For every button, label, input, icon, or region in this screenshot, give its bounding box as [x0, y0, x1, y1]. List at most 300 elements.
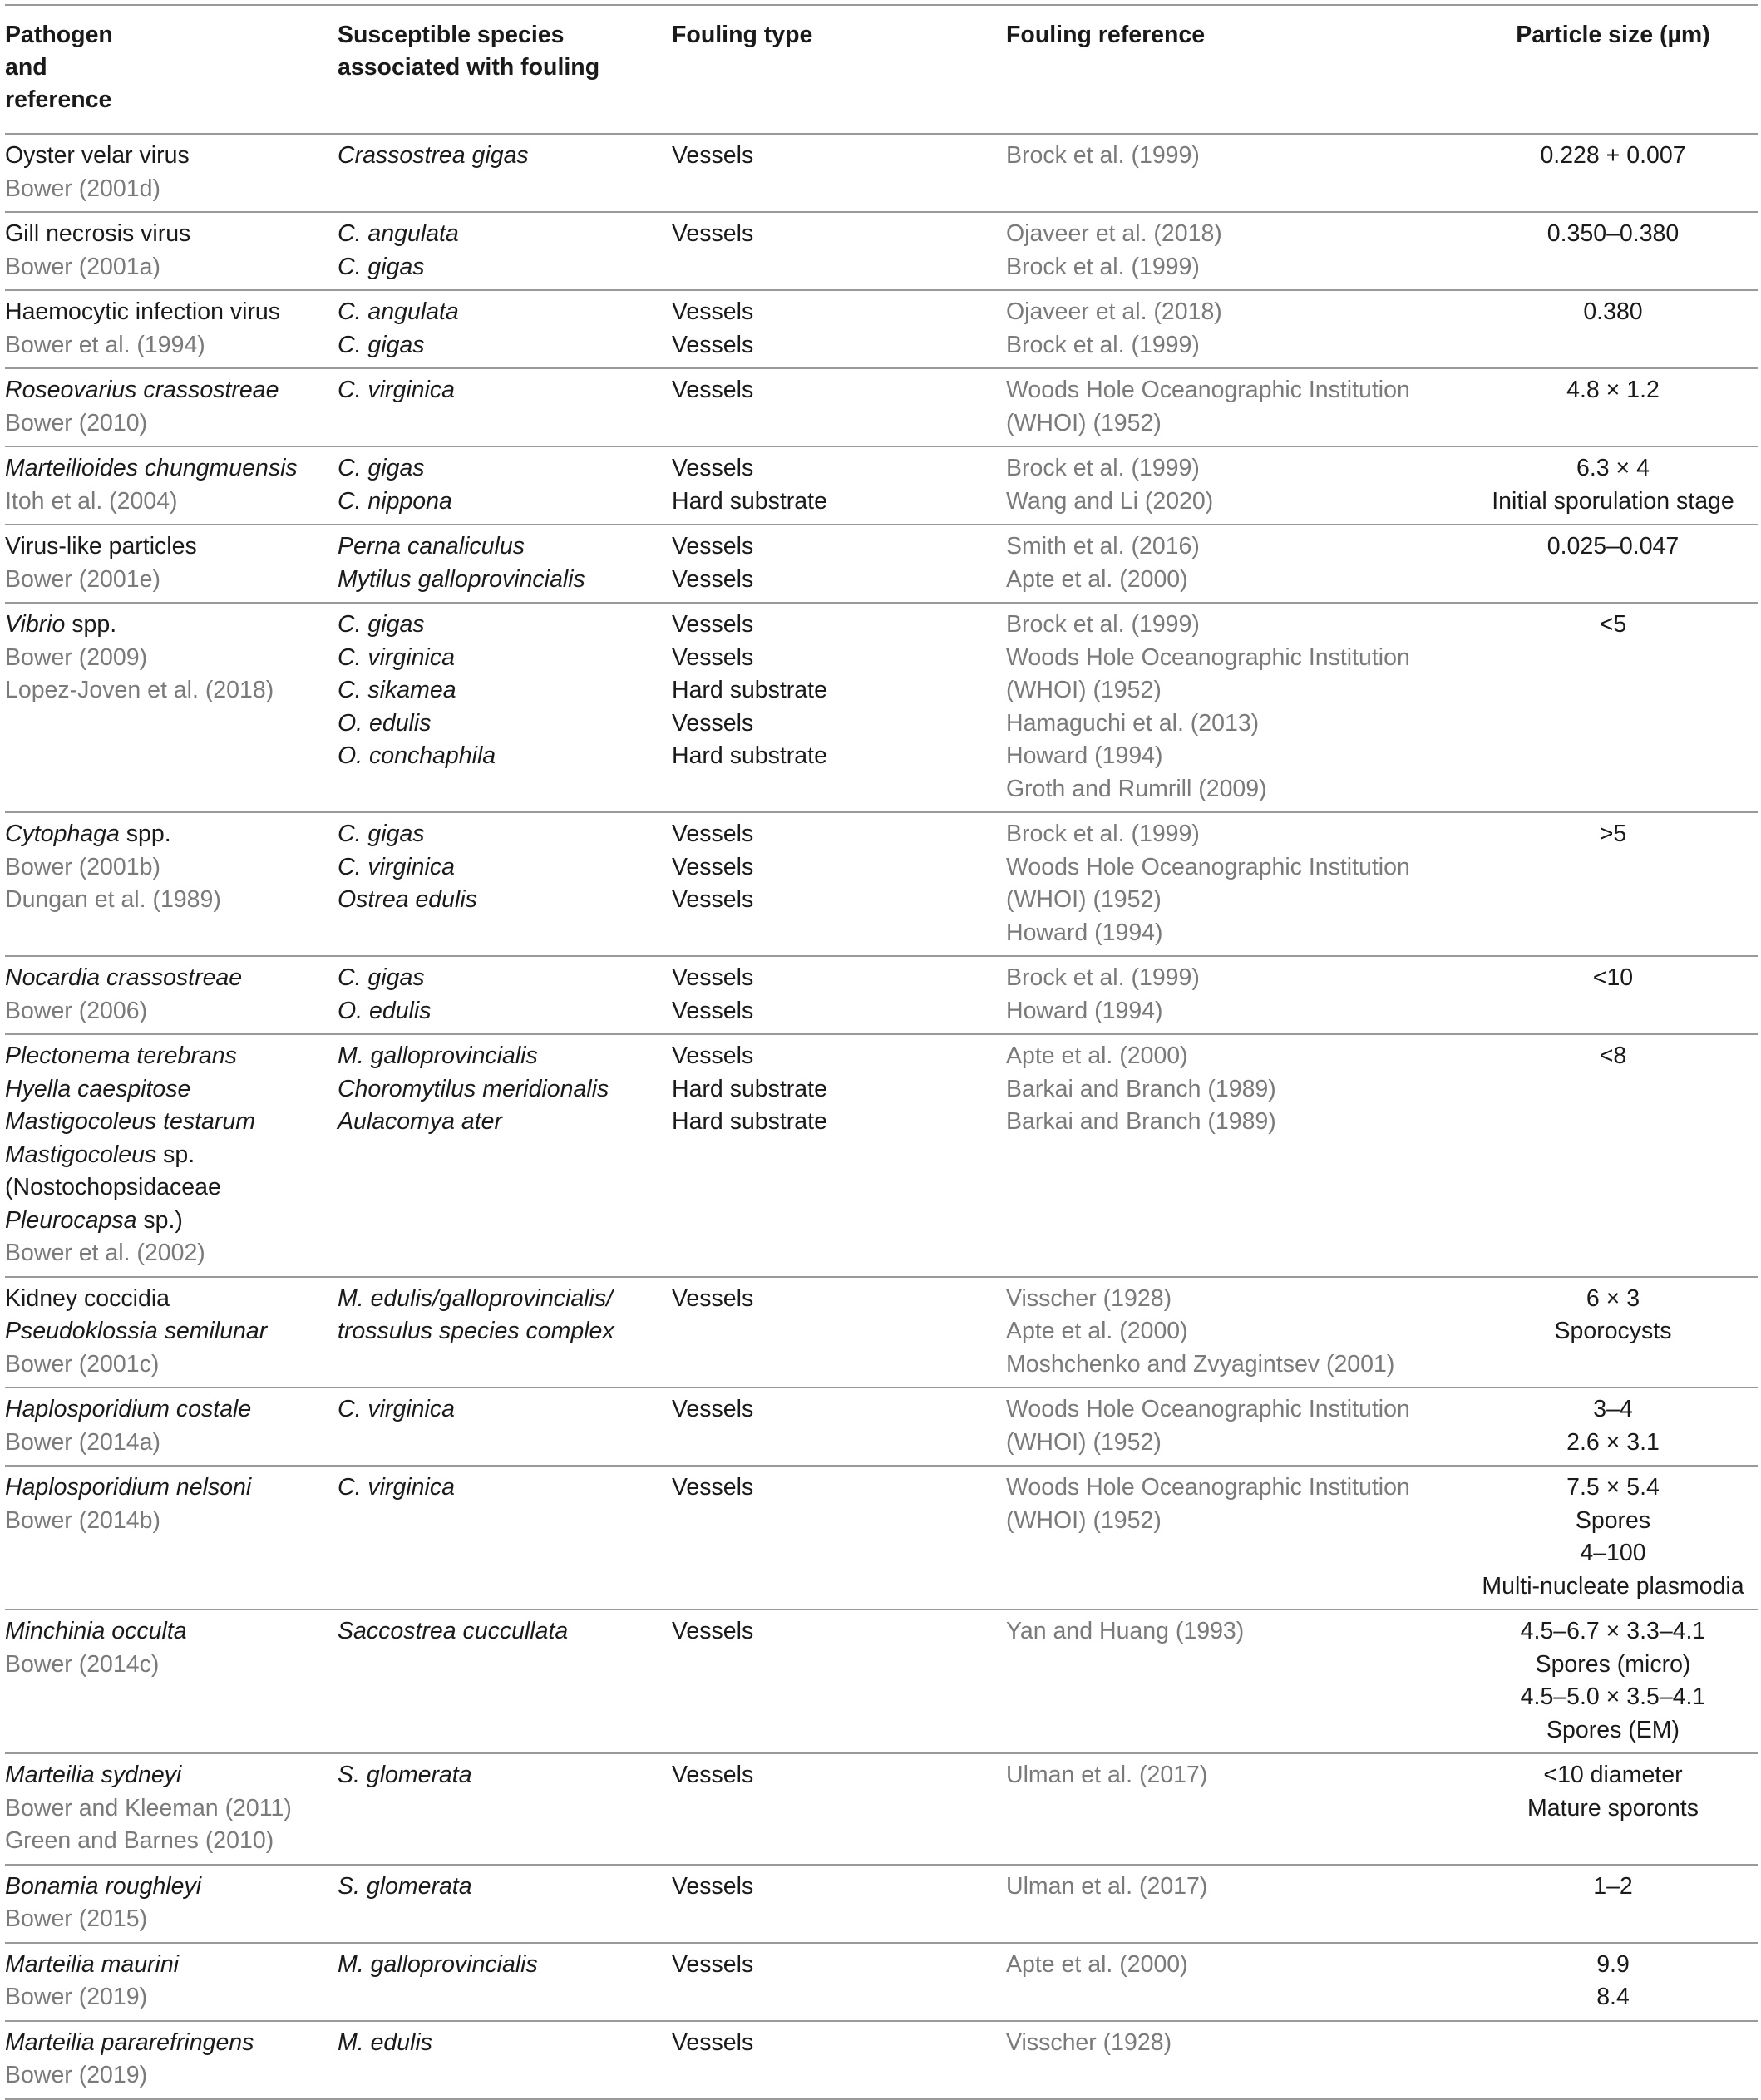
fouling-type: Vessels — [672, 853, 754, 880]
fouling-type: Vessels — [672, 709, 754, 737]
fouling-reference-cell — [1006, 1610, 1472, 1753]
pathogen-genus: Vibrio — [5, 611, 66, 638]
fouling-type: Vessels — [672, 964, 754, 991]
fouling-reference: (WHOI) (1952) — [1006, 1428, 1162, 1456]
particle-size-cell — [1472, 212, 1758, 290]
species-name: C. gigas — [338, 821, 425, 847]
species-cell — [338, 603, 672, 812]
pathogen-name: Haplosporidium costale — [5, 1396, 252, 1422]
pathogen-reference: Bower et al. (2002) — [5, 1240, 205, 1266]
species-name: O. edulis — [338, 709, 432, 737]
header-species-line: Susceptible species — [338, 22, 565, 48]
fouling-type-cell — [672, 1277, 1006, 1388]
fouling-reference-cell — [1006, 1277, 1472, 1388]
fouling-type-cell — [672, 1610, 1006, 1753]
species-name: C. virginica — [338, 643, 455, 671]
pathogen-name: Marteilia maurini — [5, 1950, 180, 1978]
particle-size: <8 — [1599, 1043, 1627, 1069]
pathogen-name — [5, 818, 334, 851]
fouling-type: Hard substrate — [672, 1108, 827, 1135]
pathogen-cell — [5, 812, 338, 956]
species-cell — [338, 1466, 672, 1610]
species-name: S. glomerata — [338, 1762, 472, 1788]
pathogen-name: Plectonema terebrans — [5, 1043, 237, 1069]
species-cell — [338, 1610, 672, 1753]
fouling-type-cell — [672, 525, 1006, 603]
pathogen-cell — [5, 212, 338, 290]
pathogen-cell — [5, 290, 338, 368]
pathogen-reference: Bower et al. (1994) — [5, 331, 205, 358]
fouling-reference: Apte et al. (2000) — [1006, 1318, 1188, 1344]
fouling-reference-cell — [1006, 2021, 1472, 2099]
species-name: trossulus species complex — [338, 1318, 614, 1344]
particle-size: Spores — [1575, 1506, 1651, 1534]
species-name: C. angulata — [338, 220, 459, 247]
fouling-type-cell — [672, 1943, 1006, 2021]
particle-size-cell — [1472, 1865, 1758, 1943]
fouling-type: Hard substrate — [672, 742, 827, 769]
fouling-reference: Woods Hole Oceanographic Institution — [1006, 853, 1410, 880]
pathogen-name: Kidney coccidia — [5, 1284, 170, 1312]
pathogen-fouling-table — [5, 4, 1758, 2100]
fouling-reference: Woods Hole Oceanographic Institution — [1006, 643, 1410, 671]
fouling-type-cell — [672, 290, 1006, 368]
particle-size: <5 — [1599, 611, 1627, 638]
species-name: C. gigas — [338, 964, 425, 991]
fouling-reference-cell — [1006, 1943, 1472, 2021]
species-cell — [338, 956, 672, 1034]
pathogen-name: Marteilioides chungmuensis — [5, 455, 298, 481]
species-cell — [338, 446, 672, 525]
particle-size: 4.5–5.0 × 3.5–4.1 — [1520, 1683, 1706, 1710]
species-name: Choromytilus meridionalis — [338, 1075, 609, 1102]
fouling-type-cell — [672, 812, 1006, 956]
pathogen-cell — [5, 368, 338, 446]
fouling-type: Vessels — [672, 1618, 754, 1644]
pathogen-cell — [5, 1943, 338, 2021]
particle-size-cell — [1472, 1034, 1758, 1277]
pathogen-cell — [5, 525, 338, 603]
particle-size: Sporocysts — [1554, 1318, 1672, 1344]
header-pathogen-line: reference — [5, 86, 112, 113]
pathogen-cell — [5, 603, 338, 812]
fouling-reference-cell — [1006, 525, 1472, 603]
pathogen-cell — [5, 134, 338, 212]
fouling-reference: Howard (1994) — [1006, 742, 1163, 769]
particle-size: 6.3 × 4 — [1576, 455, 1650, 481]
pathogen-rank-suffix: sp. — [156, 1141, 195, 1168]
fouling-type: Vessels — [672, 1872, 754, 1900]
particle-size-cell — [1472, 956, 1758, 1034]
fouling-type: Vessels — [672, 1474, 754, 1501]
pathogen-reference: Bower (2001b) — [5, 853, 160, 880]
species-name: C. virginica — [338, 1396, 455, 1422]
particle-size: 7.5 × 5.4 — [1566, 1474, 1660, 1501]
pathogen-reference: Bower (2009) — [5, 643, 148, 671]
fouling-reference: Apte et al. (2000) — [1006, 1043, 1188, 1069]
particle-size-cell — [1472, 812, 1758, 956]
pathogen-reference: Itoh et al. (2004) — [5, 487, 178, 515]
header-pathogen — [5, 5, 338, 134]
fouling-reference: Apte et al. (2000) — [1006, 1950, 1188, 1978]
fouling-type: Vessels — [672, 821, 754, 847]
species-name: C. gigas — [338, 611, 425, 638]
pathogen-name: Oyster velar virus — [5, 142, 190, 169]
species-cell — [338, 1388, 672, 1466]
particle-size-cell — [1472, 134, 1758, 212]
pathogen-name: Mastigocoleus testarum — [5, 1108, 255, 1135]
fouling-reference: Yan and Huang (1993) — [1006, 1618, 1245, 1644]
header-pathogen-line: Pathogen — [5, 22, 113, 48]
species-cell — [338, 290, 672, 368]
fouling-type-cell — [672, 368, 1006, 446]
table-row — [5, 1388, 1758, 1466]
species-cell — [338, 1277, 672, 1388]
table-row — [5, 290, 1758, 368]
fouling-type-cell — [672, 956, 1006, 1034]
fouling-reference: Barkai and Branch (1989) — [1006, 1108, 1276, 1135]
species-name: M. edulis — [338, 2029, 433, 2056]
pathogen-reference: Bower (2014b) — [5, 1506, 160, 1534]
particle-size: 0.350–0.380 — [1546, 220, 1680, 247]
fouling-reference: Visscher (1928) — [1006, 2029, 1172, 2056]
pathogen-name: Marteilia pararefringens — [5, 2029, 254, 2056]
particle-size: Initial sporulation stage — [1492, 487, 1734, 515]
fouling-reference: Groth and Rumrill (2009) — [1006, 775, 1267, 802]
fouling-reference: (WHOI) (1952) — [1006, 1506, 1162, 1534]
pathogen-reference: Green and Barnes (2010) — [5, 1827, 274, 1854]
pathogen-genus: Mastigocoleus — [5, 1141, 157, 1168]
fouling-reference: Barkai and Branch (1989) — [1006, 1075, 1276, 1102]
pathogen-name — [5, 1139, 334, 1172]
species-name: M. galloprovincialis — [338, 1043, 538, 1069]
fouling-type-cell — [672, 1865, 1006, 1943]
pathogen-reference: Bower (2019) — [5, 1984, 148, 2010]
species-name: C. virginica — [338, 853, 455, 880]
table-row — [5, 812, 1758, 956]
fouling-reference: Ulman et al. (2017) — [1006, 1762, 1208, 1788]
fouling-type: Vessels — [672, 643, 754, 671]
fouling-type-cell — [672, 212, 1006, 290]
particle-size-cell — [1472, 2021, 1758, 2099]
particle-size: >5 — [1599, 821, 1627, 847]
table-row — [5, 1466, 1758, 1610]
particle-size-cell — [1472, 1610, 1758, 1753]
pathogen-cell — [5, 1865, 338, 1943]
header-species — [338, 5, 672, 134]
pathogen-name: Nocardia crassostreae — [5, 964, 243, 991]
fouling-type: Vessels — [672, 1043, 754, 1069]
fouling-reference-cell — [1006, 812, 1472, 956]
fouling-type: Vessels — [672, 1950, 754, 1978]
pathogen-cell — [5, 1388, 338, 1466]
pathogen-name: Haemocytic infection virus — [5, 298, 281, 325]
pathogen-cell — [5, 1277, 338, 1388]
table-row — [5, 1610, 1758, 1753]
fouling-type-cell — [672, 446, 1006, 525]
pathogen-reference: Bower (2001a) — [5, 253, 160, 280]
fouling-reference-cell — [1006, 1388, 1472, 1466]
fouling-reference: Brock et al. (1999) — [1006, 455, 1200, 481]
fouling-reference: Howard (1994) — [1006, 997, 1163, 1024]
particle-size: <10 diameter — [1543, 1762, 1683, 1788]
particle-size: 1–2 — [1593, 1872, 1633, 1900]
fouling-type: Vessels — [672, 997, 754, 1024]
table-row — [5, 1943, 1758, 2021]
fouling-reference: Ojaveer et al. (2018) — [1006, 298, 1222, 325]
fouling-type: Vessels — [672, 533, 754, 560]
particle-size: 3–4 — [1593, 1396, 1633, 1422]
particle-size: <10 — [1592, 964, 1634, 991]
pathogen-name — [5, 1205, 334, 1238]
fouling-type: Vessels — [672, 2029, 754, 2056]
particle-size-cell — [1472, 525, 1758, 603]
header-pathogen-line: and — [5, 54, 47, 81]
header-particle-size: Particle size (µm) — [1516, 22, 1710, 48]
particle-size: 0.025–0.047 — [1546, 533, 1680, 560]
species-cell — [338, 212, 672, 290]
fouling-type-cell — [672, 603, 1006, 812]
species-cell — [338, 134, 672, 212]
pathogen-cell — [5, 1034, 338, 1277]
table-row — [5, 1034, 1758, 1277]
pathogen-name: Marteilia sydneyi — [5, 1762, 182, 1788]
fouling-reference: Brock et al. (1999) — [1006, 821, 1200, 847]
fouling-reference-cell — [1006, 1466, 1472, 1610]
pathogen-rank-suffix: spp. — [65, 611, 117, 638]
particle-size-cell — [1472, 1943, 1758, 2021]
species-name: C. gigas — [338, 455, 425, 481]
pathogen-reference: Bower (2006) — [5, 997, 148, 1024]
fouling-reference: Brock et al. (1999) — [1006, 253, 1200, 280]
species-name: Crassostrea gigas — [338, 142, 529, 169]
pathogen-cell — [5, 2021, 338, 2099]
pathogen-name: Pseudoklossia semilunar — [5, 1318, 268, 1344]
table-row — [5, 956, 1758, 1034]
fouling-reference: Brock et al. (1999) — [1006, 611, 1200, 638]
particle-size: 0.228 + 0.007 — [1540, 142, 1686, 169]
fouling-reference: Apte et al. (2000) — [1006, 565, 1188, 593]
fouling-reference: Brock et al. (1999) — [1006, 964, 1200, 991]
species-name: Perna canaliculus — [338, 533, 525, 560]
particle-size-cell — [1472, 603, 1758, 812]
fouling-type: Vessels — [672, 377, 754, 403]
fouling-reference: (WHOI) (1952) — [1006, 886, 1162, 913]
fouling-reference: Smith et al. (2016) — [1006, 533, 1200, 560]
particle-size: 9.9 — [1596, 1950, 1630, 1978]
fouling-reference: Hamaguchi et al. (2013) — [1006, 709, 1260, 737]
header-fouling-type: Fouling type — [672, 22, 813, 48]
particle-size: 4.8 × 1.2 — [1566, 377, 1660, 403]
pathogen-reference: Bower (2014a) — [5, 1428, 160, 1456]
species-name: Aulacomya ater — [338, 1108, 503, 1135]
fouling-reference: Ojaveer et al. (2018) — [1006, 220, 1222, 247]
particle-size: Multi-nucleate plasmodia — [1482, 1572, 1744, 1600]
fouling-reference-cell — [1006, 134, 1472, 212]
pathogen-rank-suffix: spp. — [119, 821, 171, 847]
pathogen-reference: Bower (2019) — [5, 2062, 148, 2088]
species-name: C. sikamea — [338, 677, 456, 703]
fouling-reference-cell — [1006, 956, 1472, 1034]
pathogen-name: Hyella caespitose — [5, 1075, 191, 1102]
fouling-reference-cell — [1006, 290, 1472, 368]
species-name: M. galloprovincialis — [338, 1950, 538, 1978]
pathogen-cell — [5, 446, 338, 525]
fouling-type: Vessels — [672, 611, 754, 638]
species-name: Saccostrea cuccullata — [338, 1618, 569, 1644]
fouling-type: Vessels — [672, 142, 754, 169]
table-body — [5, 134, 1758, 2099]
species-cell — [338, 2021, 672, 2099]
fouling-type: Vessels — [672, 220, 754, 247]
pathogen-name: Haplosporidium nelsoni — [5, 1474, 252, 1501]
table-header — [5, 5, 1758, 134]
fouling-type: Vessels — [672, 455, 754, 481]
fouling-type: Hard substrate — [672, 1075, 827, 1102]
pathogen-cell — [5, 1466, 338, 1610]
species-cell — [338, 1865, 672, 1943]
pathogen-name: Minchinia occulta — [5, 1618, 187, 1644]
table-row — [5, 525, 1758, 603]
fouling-reference: Moshchenko and Zvyagintsev (2001) — [1006, 1350, 1395, 1378]
species-cell — [338, 812, 672, 956]
fouling-type-cell — [672, 2021, 1006, 2099]
fouling-reference-cell — [1006, 212, 1472, 290]
fouling-reference-cell — [1006, 368, 1472, 446]
fouling-reference: Woods Hole Oceanographic Institution — [1006, 1474, 1410, 1501]
fouling-reference: Visscher (1928) — [1006, 1284, 1172, 1312]
particle-size: 8.4 — [1596, 1984, 1630, 2010]
fouling-type-cell — [672, 1753, 1006, 1865]
fouling-type: Vessels — [672, 1396, 754, 1422]
particle-size: Spores (EM) — [1546, 1716, 1680, 1743]
fouling-reference: Woods Hole Oceanographic Institution — [1006, 1396, 1410, 1422]
fouling-reference-cell — [1006, 1034, 1472, 1277]
species-name: O. conchaphila — [338, 742, 496, 769]
table-row — [5, 2021, 1758, 2099]
table-row — [5, 212, 1758, 290]
particle-size: 4–100 — [1580, 1540, 1646, 1566]
particle-size-cell — [1472, 1277, 1758, 1388]
pathogen-reference: Bower (2001d) — [5, 175, 160, 202]
table-row — [5, 603, 1758, 812]
pathogen-genus: Cytophaga — [5, 821, 120, 847]
particle-size: Mature sporonts — [1527, 1794, 1699, 1821]
fouling-reference: (WHOI) (1952) — [1006, 677, 1162, 703]
particle-size: 4.5–6.7 × 3.3–4.1 — [1520, 1618, 1706, 1644]
fouling-type: Vessels — [672, 565, 754, 593]
table-row — [5, 134, 1758, 212]
pathogen-name: (Nostochopsidaceae — [5, 1174, 221, 1200]
species-name: M. edulis/galloprovincialis/ — [338, 1284, 614, 1312]
pathogen-reference: Bower (2001e) — [5, 565, 160, 593]
particle-size: 2.6 × 3.1 — [1566, 1428, 1660, 1456]
fouling-type: Hard substrate — [672, 677, 827, 703]
fouling-type: Vessels — [672, 1762, 754, 1788]
fouling-reference: Brock et al. (1999) — [1006, 331, 1200, 358]
fouling-reference-cell — [1006, 603, 1472, 812]
pathogen-reference: Bower (2014c) — [5, 1650, 160, 1678]
fouling-type: Vessels — [672, 298, 754, 325]
pathogen-cell — [5, 1753, 338, 1865]
fouling-type-cell — [672, 1466, 1006, 1610]
table-row — [5, 368, 1758, 446]
pathogen-name: Virus-like particles — [5, 533, 197, 560]
particle-size-cell — [1472, 446, 1758, 525]
species-name: C. gigas — [338, 253, 425, 280]
pathogen-cell — [5, 956, 338, 1034]
species-cell — [338, 525, 672, 603]
species-name: Ostrea edulis — [338, 886, 477, 913]
pathogen-reference: Bower (2001c) — [5, 1350, 160, 1378]
table-row — [5, 1753, 1758, 1865]
species-name: C. nippona — [338, 487, 452, 515]
species-cell — [338, 1034, 672, 1277]
fouling-reference: Brock et al. (1999) — [1006, 142, 1200, 169]
particle-size-cell — [1472, 1388, 1758, 1466]
fouling-type: Vessels — [672, 331, 754, 358]
fouling-reference: Howard (1994) — [1006, 919, 1163, 946]
species-name: C. virginica — [338, 1474, 455, 1501]
pathogen-name: Roseovarius crassostreae — [5, 377, 279, 403]
pathogen-reference: Bower and Kleeman (2011) — [5, 1794, 292, 1821]
particle-size: 0.380 — [1583, 298, 1643, 325]
fouling-type: Hard substrate — [672, 487, 827, 515]
fouling-type-cell — [672, 134, 1006, 212]
fouling-reference-cell — [1006, 446, 1472, 525]
fouling-reference: Wang and Li (2020) — [1006, 487, 1214, 515]
particle-size-cell — [1472, 368, 1758, 446]
pathogen-genus: Pleurocapsa — [5, 1206, 137, 1234]
species-cell — [338, 1943, 672, 2021]
species-cell — [338, 1753, 672, 1865]
pathogen-name — [5, 609, 334, 642]
species-cell — [338, 368, 672, 446]
pathogen-reference: Bower (2010) — [5, 409, 148, 436]
fouling-reference: (WHOI) (1952) — [1006, 409, 1162, 436]
fouling-type-cell — [672, 1034, 1006, 1277]
pathogen-reference: Lopez-Joven et al. (2018) — [5, 677, 274, 703]
particle-size-cell — [1472, 1753, 1758, 1865]
particle-size: Spores (micro) — [1535, 1650, 1691, 1678]
header-row — [5, 5, 1758, 134]
fouling-reference: Woods Hole Oceanographic Institution — [1006, 377, 1410, 403]
species-name: Mytilus galloprovincialis — [338, 565, 585, 593]
header-species-line: associated with fouling — [338, 54, 600, 81]
fouling-reference: Ulman et al. (2017) — [1006, 1872, 1208, 1900]
header-fouling-reference: Fouling reference — [1006, 22, 1206, 48]
species-name: C. angulata — [338, 298, 459, 325]
species-name: C. gigas — [338, 331, 425, 358]
table-row — [5, 1865, 1758, 1943]
pathogen-cell — [5, 1610, 338, 1753]
table-row — [5, 1277, 1758, 1388]
pathogen-name: Bonamia roughleyi — [5, 1872, 202, 1900]
particle-size: 6 × 3 — [1586, 1284, 1640, 1312]
fouling-reference-cell — [1006, 1753, 1472, 1865]
pathogen-reference: Dungan et al. (1989) — [5, 886, 221, 913]
pathogen-rank-suffix: sp.) — [136, 1206, 183, 1234]
fouling-reference-cell — [1006, 1865, 1472, 1943]
pathogen-name: Gill necrosis virus — [5, 220, 191, 247]
fouling-type: Vessels — [672, 886, 754, 913]
particle-size-cell — [1472, 1466, 1758, 1610]
fouling-type-cell — [672, 1388, 1006, 1466]
species-name: O. edulis — [338, 997, 432, 1024]
table-row — [5, 446, 1758, 525]
pathogen-reference: Bower (2015) — [5, 1905, 148, 1932]
species-name: S. glomerata — [338, 1872, 472, 1900]
